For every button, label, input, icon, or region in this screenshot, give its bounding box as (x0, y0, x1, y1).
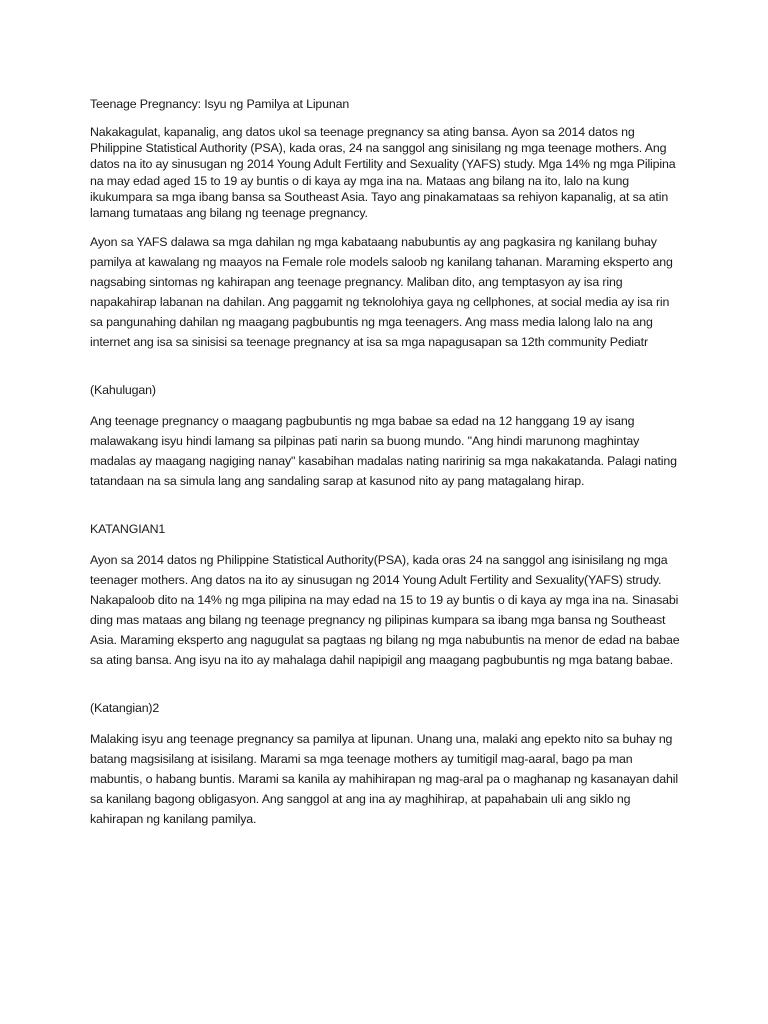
kahulugan-paragraph: Ang teenage pregnancy o maagang pagbubuntis ng mga babae sa edad na 12 hanggang 19 ay isang malawakang isyu hindi lamang sa pilpinas pati narin sa buong mundo. "Ang hindi marunong maghintay madalas ay maagang nagiging nanay" kasabihan madalas nating naririnig sa mga nakakatanda. Palagi nating tatandaan na sa simula lang ang sandaling sarap at kasunod nito ay pang matagalang hirap. (90, 414, 677, 489)
intro-paragraph: Nakakagulat, kapanalig, ang datos ukol sa teenage pregnancy sa ating bansa. Ayon sa 2014 datos ng Philippine Statistical Authority (PSA), kada oras, 24 na sanggol ang sinisilang ng mga teenage mothers. Ang datos na ito ay sinusugan ng 2014 Young Adult Fertility and Sexuality (YAFS) study. Mga 14% ng mga Pilipina na may edad aged 15 to 19 ay buntis o di kaya ay mga ina na. Mataas ang bilang na ito, lalo na kung ikukumpara sa mga ibang bansa sa Southeast Asia. Tayo ang pinakamataas sa rehiyon kapanalig, at sa atin lamang tumataas ang bilang ng teenage pregnancy. (90, 125, 676, 221)
katangian1-paragraph: Ayon sa 2014 datos ng Philippine Statistical Authority(PSA), kada oras 24 na sanggol ang isinisilang ng mga teenager mothers. Ang datos na ito ay sinusugan ng 2014 Young Adult Fertility and Sexuality(YAFS) strudy. Nakapaloob dito na 14% ng mga pilipina na may edad na 15 to 19 ay buntis o di kaya ay mga ina na. Sinasabi ding mas mataas ang bilang ng teenage pregnancy ng pilipinas kumpara sa ibang mga bansa ng Southeast Asia. Maraming eksperto ang nagugulat sa pagtaas ng bilang ng mga nabubuntis na menor de edad na babae sa ating bansa. Ang isyu na ito ay mahalaga dahil napipigil ang maagang pagbubuntis ng mga batang babae. (90, 553, 680, 668)
yafs-paragraph: Ayon sa YAFS dalawa sa mga dahilan ng mga kabataang nabubuntis ay ang pagkasira ng kanilang buhay pamilya at kawalang ng maayos na Female role models saloob ng kanilang tahanan. Maraming eksperto ang nagsabing sintomas ng kahirapan ang teenage pregnancy. Maliban dito, ang temptasyon ay isa ring napakahirap labanan na dahilan. Ang paggamit ng teknolohiya gaya ng cellphones, at social media ay isa rin sa pangunahing dahilan ng maagang pagbubuntis ng mga teenagers. Ang mass media lalong lalo na ang internet ang isa sa sinisisi sa teenage pregnancy at isa sa mga napagusapan sa 12th community Pediatr (90, 235, 673, 350)
katangian2-heading: (Katangian)2 (90, 701, 160, 716)
katangian2-paragraph: Malaking isyu ang teenage pregnancy sa pamilya at lipunan. Unang una, malaki ang epekto nito sa buhay ng batang magsisilang at isisilang. Marami sa mga teenage mothers ay tumitigil mag-aaral, bago pa man mabuntis, o habang buntis. Marami sa kanila ay mahihirapan ng mag-aral pa o maghanap ng kasanayan dahil sa kanilang bagong obligasyon. Ang sanggol at ang ina ay maghihirap, at papahabain uli ang siklo ng kahirapan ng kanilang pamilya. (90, 732, 678, 827)
kahulugan-heading: (Kahulugan) (90, 383, 156, 398)
document-body (90, 94, 682, 840)
katangian1-heading: KATANGIAN1 (90, 522, 166, 537)
document-title: Teenage Pregnancy: Isyu ng Pamilya at Lipunan (90, 97, 350, 111)
